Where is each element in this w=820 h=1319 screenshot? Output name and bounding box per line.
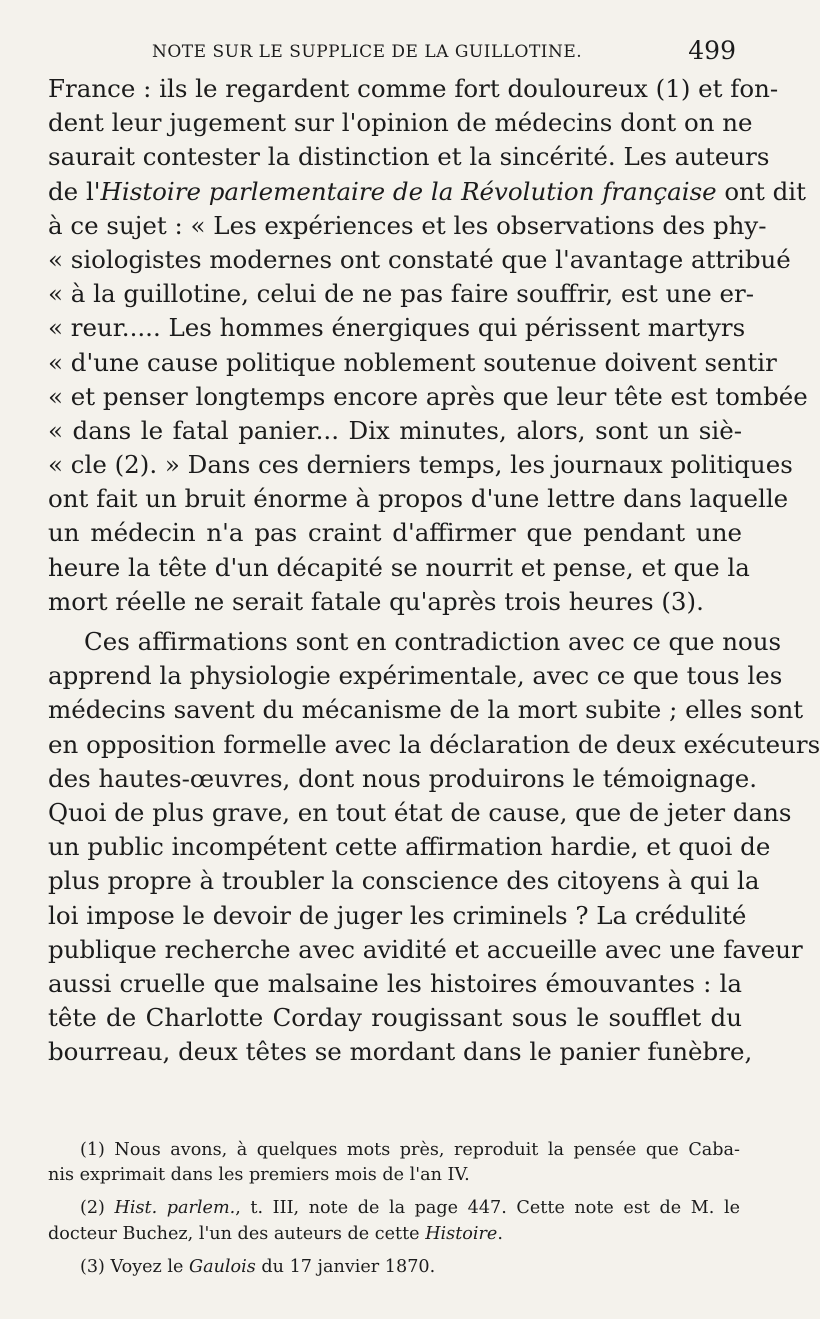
text-line: bourreau, deux têtes se mordant dans le panier funèbre, xyxy=(48,1037,753,1067)
footnote-2-line xyxy=(48,1222,740,1247)
text-line: mort réelle ne serait fatale qu'après trois heures (3). xyxy=(48,586,704,616)
text-line: un médecin n'a pas craint d'affirmer que pendant une xyxy=(48,518,742,548)
text-line: publique recherche avec avidité et accueille avec une faveur xyxy=(48,934,803,964)
text-line: loi impose le devoir de juger les criminels ? La crédulité xyxy=(48,900,747,930)
text-line: ont fait un bruit énorme à propos d'une lettre dans laquelle xyxy=(48,484,789,514)
italic-newspaper-title: Gaulois xyxy=(189,1256,256,1277)
note-fragment: (2) xyxy=(80,1198,115,1219)
text-line: saurait contester la distinction et la sincérité. Les auteurs xyxy=(48,142,770,172)
text-line: heure la tête d'un décapité se nourrit et pense, et que la xyxy=(48,552,750,582)
text-fragment: ont dit xyxy=(716,176,806,206)
note-fragment: . xyxy=(497,1223,503,1244)
footnote-2-line xyxy=(80,1196,740,1221)
note-fragment: , t. III, note de la page 447. Cette note est de M. le xyxy=(235,1198,741,1219)
text-line: des hautes-œuvres, dont nous produirons le témoignage. xyxy=(48,763,757,793)
footnote-3-line xyxy=(80,1255,740,1280)
text-line: tête de Charlotte Corday rougissant sous le soufflet du xyxy=(48,1003,742,1033)
text-line: en opposition formelle avec la déclaration de deux exécuteurs xyxy=(48,729,820,759)
text-fragment: de l' xyxy=(48,176,101,206)
page-number: 499 xyxy=(688,36,736,65)
footnote-1-line: (1) Nous avons, à quelques mots près, reproduit la pensée que Caba- xyxy=(80,1140,740,1160)
footnotes xyxy=(48,1138,741,1280)
text-line: à ce sujet : « Les expériences et les observations des phy- xyxy=(48,210,767,240)
running-head: NOTE SUR LE SUPPLICE DE LA GUILLOTINE. xyxy=(152,42,583,62)
text-line: « à la guillotine, celui de ne pas faire souffrir, est une er- xyxy=(48,279,755,309)
text-line: « et penser longtemps encore après que leur tête est tombée xyxy=(48,381,808,411)
italic-citation: Hist. parlem. xyxy=(114,1198,236,1219)
text-line: France : ils le regardent comme fort douloureux (1) et fon- xyxy=(48,74,779,103)
text-line: « dans le fatal panier... Dix minutes, alors, sont un siè- xyxy=(48,415,742,445)
text-line: un public incompétent cette affirmation hardie, et quoi de xyxy=(48,832,771,862)
page-header xyxy=(152,36,740,68)
text-line: dent leur jugement sur l'opinion de médecins dont on ne xyxy=(48,108,753,138)
text-line: aussi cruelle que malsaine les histoires émouvantes : la xyxy=(48,968,742,998)
text-line: « d'une cause politique noblement soutenue doivent sentir xyxy=(48,347,777,377)
text-line: médecins savent du mécanisme de la mort subite ; elles sont xyxy=(48,695,804,725)
text-line: plus propre à troubler la conscience des citoyens à qui la xyxy=(48,866,760,896)
body-text xyxy=(48,72,820,1069)
text-line-with-title xyxy=(48,175,806,209)
italic-book-title: Histoire parlementaire de la Révolution française xyxy=(100,176,717,206)
italic-citation: Histoire xyxy=(425,1223,498,1244)
footnote-1-line: nis exprimait dans les premiers mois de l'an IV. xyxy=(48,1165,470,1186)
text-line: « siologistes modernes ont constaté que l'avantage attribué xyxy=(48,244,791,274)
text-line: Quoi de plus grave, en tout état de cause, que de jeter dans xyxy=(48,797,792,827)
text-line: apprend la physiologie expérimentale, avec ce que tous les xyxy=(48,661,783,691)
text-line: « cle (2). » Dans ces derniers temps, les journaux politiques xyxy=(48,450,793,480)
note-fragment: docteur Buchez, l'un des auteurs de cette xyxy=(48,1223,426,1244)
note-fragment: du 17 janvier 1870. xyxy=(255,1256,436,1277)
text-line: Ces affirmations sont en contradiction avec ce que nous xyxy=(84,627,782,656)
text-line: « reur..... Les hommes énergiques qui périssent martyrs xyxy=(48,313,746,343)
note-fragment: (3) Voyez le xyxy=(80,1256,190,1277)
